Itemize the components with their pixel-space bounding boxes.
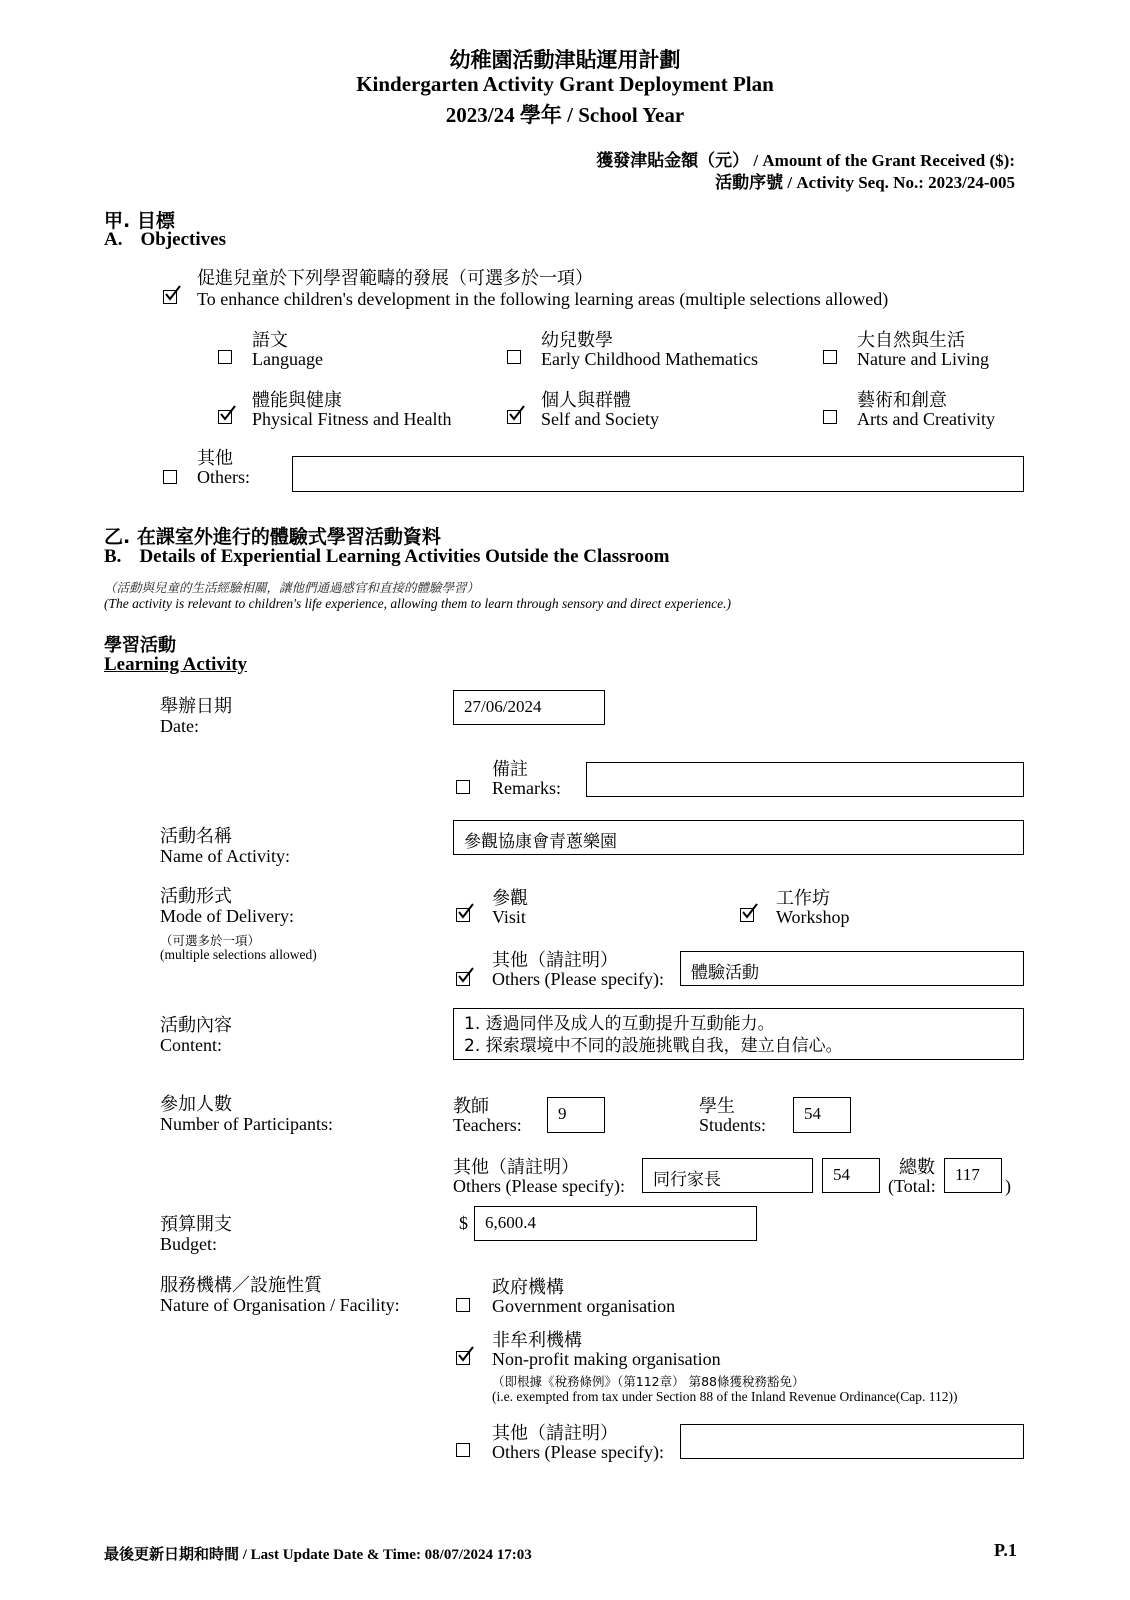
participants-label-en: Number of Participants: — [160, 1114, 333, 1134]
mode-others-label-en: Others (Please specify): — [492, 969, 664, 989]
learning-activity-en: Learning Activity — [104, 654, 248, 675]
mode-note-en: (multiple selections allowed) — [160, 947, 317, 962]
area-math-checkbox[interactable] — [507, 350, 521, 364]
section-b-heading-zh: 乙. 在課室外進行的體驗式學習活動資料 — [104, 526, 441, 548]
section-b-heading-en: B. Details of Experiential Learning Activities Outside the Classroom — [104, 546, 670, 567]
area-self-society-checkbox[interactable] — [507, 410, 521, 424]
remarks-label-zh: 備註 — [492, 759, 528, 780]
check-icon — [456, 965, 476, 985]
area-nature-checkbox[interactable] — [823, 350, 837, 364]
objectives-others-zh: 其他 — [197, 448, 233, 469]
section-a-heading-en: A. Objectives — [104, 229, 226, 250]
teachers-field[interactable]: 9 — [547, 1097, 605, 1133]
org-others-field[interactable] — [680, 1424, 1024, 1459]
npo-note-zh: （即根據《稅務條例》（第112章） 第88條獲稅務豁免） — [492, 1374, 805, 1389]
npo-note-en: (i.e. exempted from tax under Section 88 of the Inland Revenue Ordinance(Cap. 112)) — [492, 1389, 958, 1404]
objectives-others-en: Others: — [197, 467, 250, 487]
activity-seq-no: 活動序號 / Activity Seq. No.: 2023/24-005 — [715, 173, 1015, 192]
gov-org-checkbox[interactable] — [456, 1298, 470, 1312]
workshop-checkbox[interactable] — [740, 908, 754, 922]
enhance-checkbox[interactable] — [163, 290, 177, 304]
org-others-checkbox[interactable] — [456, 1443, 470, 1457]
area-nature-zh: 大自然與生活 — [857, 330, 965, 351]
total-label-zh: 總數 — [899, 1157, 935, 1178]
workshop-label-zh: 工作坊 — [776, 888, 830, 909]
total-label-en: (Total: — [888, 1176, 936, 1196]
check-icon — [740, 901, 760, 921]
students-label-en: Students: — [699, 1115, 767, 1135]
area-math-zh: 幼兒數學 — [541, 330, 613, 351]
learning-activity-zh: 學習活動 — [104, 635, 176, 656]
mode-label-en: Mode of Delivery: — [160, 906, 294, 926]
grant-amount-label: 獲發津貼金額（元） / Amount of the Grant Received ($): — [596, 151, 1015, 170]
area-language-en: Language — [252, 349, 323, 369]
section-b-note-en: (The activity is relevant to children's life experience, allowing them to learn through sensory and direct experience.) — [104, 596, 731, 611]
area-language-checkbox[interactable] — [218, 350, 232, 364]
mode-others-label-zh: 其他（請註明） — [492, 950, 618, 971]
title-en: Kindergarten Activity Grant Deployment Plan — [356, 72, 774, 96]
content-line-2: 2. 探索環境中不同的設施挑戰自我，建立自信心。 — [464, 1036, 843, 1056]
participants-label-zh: 參加人數 — [160, 1094, 232, 1115]
participants-others-count[interactable]: 54 — [822, 1158, 880, 1193]
budget-label-en: Budget: — [160, 1234, 217, 1254]
teachers-label-en: Teachers: — [453, 1115, 522, 1135]
section-a-heading-zh: 甲. 目標 — [104, 210, 175, 232]
mode-others-field[interactable]: 體驗活動 — [680, 951, 1024, 986]
remarks-label-en: Remarks: — [492, 778, 561, 798]
org-others-label-en: Others (Please specify): — [492, 1442, 664, 1462]
check-icon — [456, 1344, 476, 1364]
npo-label-en: Non-profit making organisation — [492, 1349, 721, 1369]
total-field[interactable]: 117 — [944, 1158, 1002, 1193]
visit-checkbox[interactable] — [456, 908, 470, 922]
area-arts-checkbox[interactable] — [823, 410, 837, 424]
area-physical-checkbox[interactable] — [218, 410, 232, 424]
visit-label-zh: 參觀 — [492, 888, 528, 909]
enhance-label-en: To enhance children's development in the following learning areas (multiple selections allowed) — [197, 289, 889, 309]
mode-label-zh: 活動形式 — [160, 886, 232, 907]
activity-name-field[interactable]: 參觀協康會青蔥樂園 — [453, 820, 1024, 855]
area-nature-en: Nature and Living — [857, 349, 989, 369]
check-icon — [456, 901, 476, 921]
area-self-society-en: Self and Society — [541, 409, 659, 429]
last-update: 最後更新日期和時間 / Last Update Date & Time: 08/07/2024 17:03 — [104, 1547, 532, 1563]
date-label-zh: 舉辦日期 — [160, 696, 232, 717]
visit-label-en: Visit — [492, 907, 526, 927]
participants-others-field[interactable]: 同行家長 — [642, 1158, 813, 1193]
objectives-others-field[interactable] — [292, 456, 1024, 492]
remarks-checkbox[interactable] — [456, 780, 470, 794]
area-arts-zh: 藝術和創意 — [857, 390, 947, 411]
npo-label-zh: 非牟利機構 — [492, 1330, 582, 1351]
date-label-en: Date: — [160, 716, 199, 736]
remarks-field[interactable] — [586, 762, 1024, 797]
content-label-zh: 活動內容 — [160, 1015, 232, 1036]
budget-label-zh: 預算開支 — [160, 1214, 232, 1235]
area-arts-en: Arts and Creativity — [857, 409, 995, 429]
check-icon — [218, 403, 238, 423]
page-number: P.1 — [994, 1540, 1017, 1560]
mode-others-checkbox[interactable] — [456, 972, 470, 986]
budget-currency: $ — [459, 1213, 468, 1233]
activity-name-label-en: Name of Activity: — [160, 846, 290, 866]
org-others-label-zh: 其他（請註明） — [492, 1423, 618, 1444]
participants-others-label-zh: 其他（請註明） — [453, 1157, 579, 1178]
npo-checkbox[interactable] — [456, 1351, 470, 1365]
org-label-zh: 服務機構／設施性質 — [160, 1275, 322, 1296]
title-zh: 幼稚園活動津貼運用計劃 — [449, 48, 681, 72]
participants-others-label-en: Others (Please specify): — [453, 1176, 625, 1196]
students-field[interactable]: 54 — [793, 1097, 851, 1133]
gov-org-label-en: Government organisation — [492, 1296, 676, 1316]
teachers-label-zh: 教師 — [453, 1096, 489, 1117]
check-icon — [163, 283, 183, 303]
content-label-en: Content: — [160, 1035, 222, 1055]
total-close-paren: ) — [1005, 1176, 1011, 1196]
area-math-en: Early Childhood Mathematics — [541, 349, 758, 369]
mode-note-zh: （可選多於一項） — [160, 933, 261, 948]
content-line-1: 1. 透過同伴及成人的互動提升互動能力。 — [464, 1014, 775, 1034]
budget-field[interactable]: 6,600.4 — [474, 1206, 757, 1241]
area-physical-zh: 體能與健康 — [252, 390, 342, 411]
activity-name-label-zh: 活動名稱 — [160, 826, 232, 847]
area-physical-en: Physical Fitness and Health — [252, 409, 452, 429]
objectives-others-checkbox[interactable] — [163, 470, 177, 484]
area-language-zh: 語文 — [252, 330, 288, 351]
section-b-note-zh: （活動與兒童的生活經驗相關，讓他們通過感官和直接的體驗學習） — [104, 580, 480, 595]
content-field[interactable] — [453, 1008, 1024, 1060]
students-label-zh: 學生 — [699, 1096, 735, 1117]
area-self-society-zh: 個人與群體 — [541, 390, 631, 411]
school-year: 2023/24 學年 / School Year — [445, 103, 685, 127]
check-icon — [507, 403, 527, 423]
date-field[interactable]: 27/06/2024 — [453, 690, 605, 725]
gov-org-label-zh: 政府機構 — [492, 1277, 564, 1298]
enhance-label-zh: 促進兒童於下列學習範疇的發展（可選多於一項） — [197, 268, 593, 289]
workshop-label-en: Workshop — [776, 907, 850, 927]
org-label-en: Nature of Organisation / Facility: — [160, 1295, 400, 1315]
